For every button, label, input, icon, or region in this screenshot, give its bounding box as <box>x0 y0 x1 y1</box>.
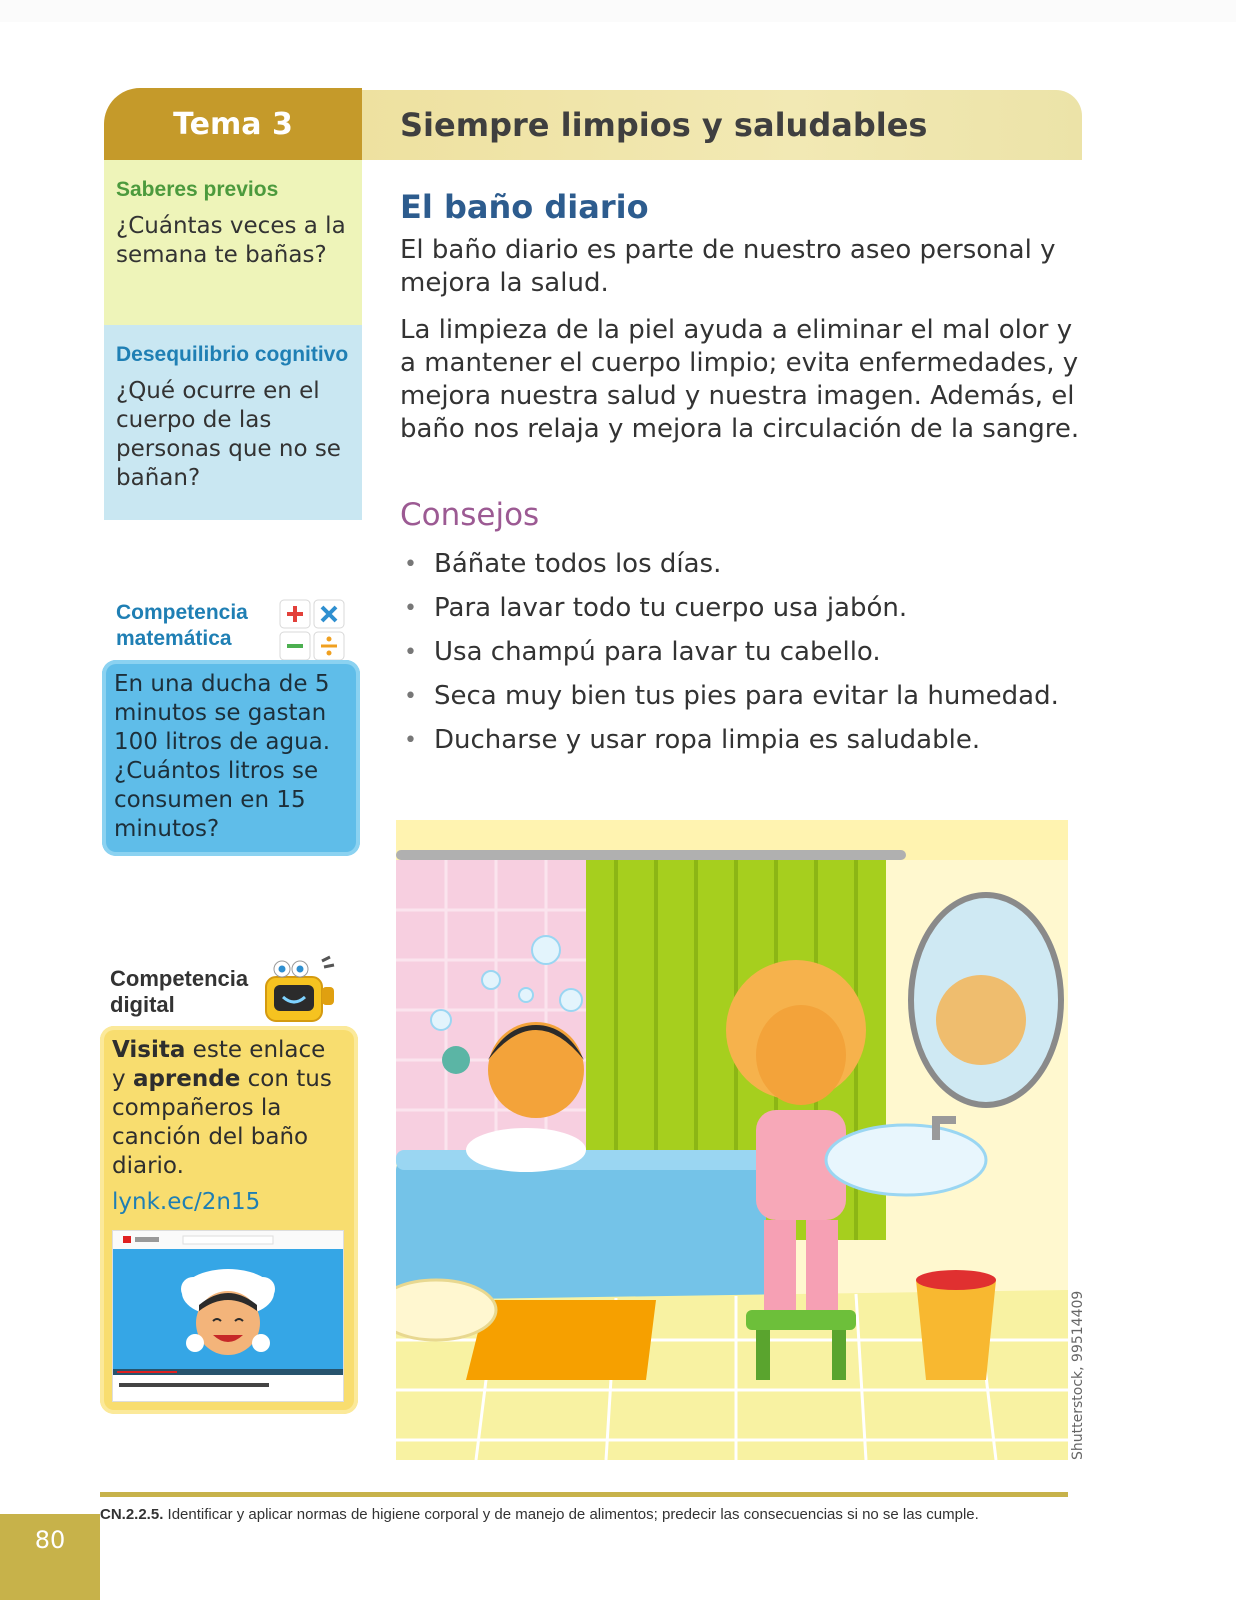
digital-text-b: con tus compañeros la canción del baño diario. <box>112 1066 332 1179</box>
topic-title: Siempre limpios y saludables <box>400 106 928 144</box>
page-top-edge <box>0 0 1236 22</box>
saberes-previos-text: ¿Cuántas veces a la semana te bañas? <box>116 213 346 268</box>
desequilibrio-heading: Desequilibrio cognitivo <box>116 343 349 366</box>
intro-paragraph: El baño diario es parte de nuestro aseo personal y mejora la salud. <box>400 235 1056 298</box>
standard-description: Identificar y aplicar normas de higiene corporal y de manejo de alimentos; predecir las consecuencias si no se las cumple. <box>163 1506 979 1523</box>
bathroom-illustration <box>396 820 1068 1460</box>
tip-item: • Para lavar todo tu cuerpo usa jabón. <box>400 592 1080 625</box>
tip-item: • Seca muy bien tus pies para evitar la humedad. <box>400 680 1080 713</box>
video-player-image <box>113 1231 343 1401</box>
saberes-previos-heading: Saberes previos <box>116 178 279 201</box>
tip-item: • Usa champú para lavar tu cabello. <box>400 636 1080 669</box>
competencia-digital-text <box>112 1036 346 1181</box>
competencia-matematica-heading: Competencia matemática <box>116 601 248 650</box>
competencia-digital-box <box>100 1026 358 1414</box>
desequilibrio-box <box>104 325 362 520</box>
competencia-matematica-text: En una ducha de 5 minutos se gastan 100 litros de agua. ¿Cuántos litros se consumen en 15 minutos? <box>114 671 331 842</box>
video-thumbnail[interactable] <box>112 1230 344 1402</box>
body-paragraph: La limpieza de la piel ayuda a eliminar el mal olor y a mantener el cuerpo limpio; evita enfermedades, y mejora nuestra salud y nuestra imagen. Además, el baño nos relaja y mejora la circulación de la sangre. <box>400 315 1080 444</box>
topic-title-bar <box>362 90 1082 160</box>
tip-item: • Ducharse y usar ropa limpia es saludable. <box>400 724 1080 757</box>
main-heading: El baño diario <box>400 188 649 226</box>
video-logo-icon <box>123 1236 131 1243</box>
page-number: 80 <box>0 1514 100 1600</box>
desequilibrio-text: ¿Qué ocurre en el cuerpo de las personas que no se bañan? <box>116 378 341 491</box>
competencia-matematica-box <box>102 660 360 856</box>
tip-item: • Báñate todos los días. <box>400 548 1080 581</box>
robot-mascot-icon <box>256 955 346 1027</box>
competencia-digital-heading: Competencia digital <box>110 966 249 1017</box>
tips-list <box>400 548 1080 768</box>
image-credit: Shutterstock, 99514409 <box>1070 1290 1086 1460</box>
standard-code: CN.2.2.5. <box>100 1506 164 1523</box>
math-operations-icon <box>278 598 348 664</box>
visita-word: Visita <box>112 1037 186 1063</box>
digital-text-a: este enlace y <box>112 1037 326 1092</box>
saberes-previos-box <box>104 160 362 325</box>
tema-label: Tema 3 <box>173 106 293 142</box>
footer-rule <box>100 1492 1068 1497</box>
curriculum-standard <box>100 1506 1070 1523</box>
consejos-heading: Consejos <box>400 497 540 533</box>
tema-tab <box>104 88 362 160</box>
aprende-word: aprende <box>132 1066 241 1092</box>
song-link[interactable]: lynk.ec/2n15 <box>112 1189 261 1215</box>
